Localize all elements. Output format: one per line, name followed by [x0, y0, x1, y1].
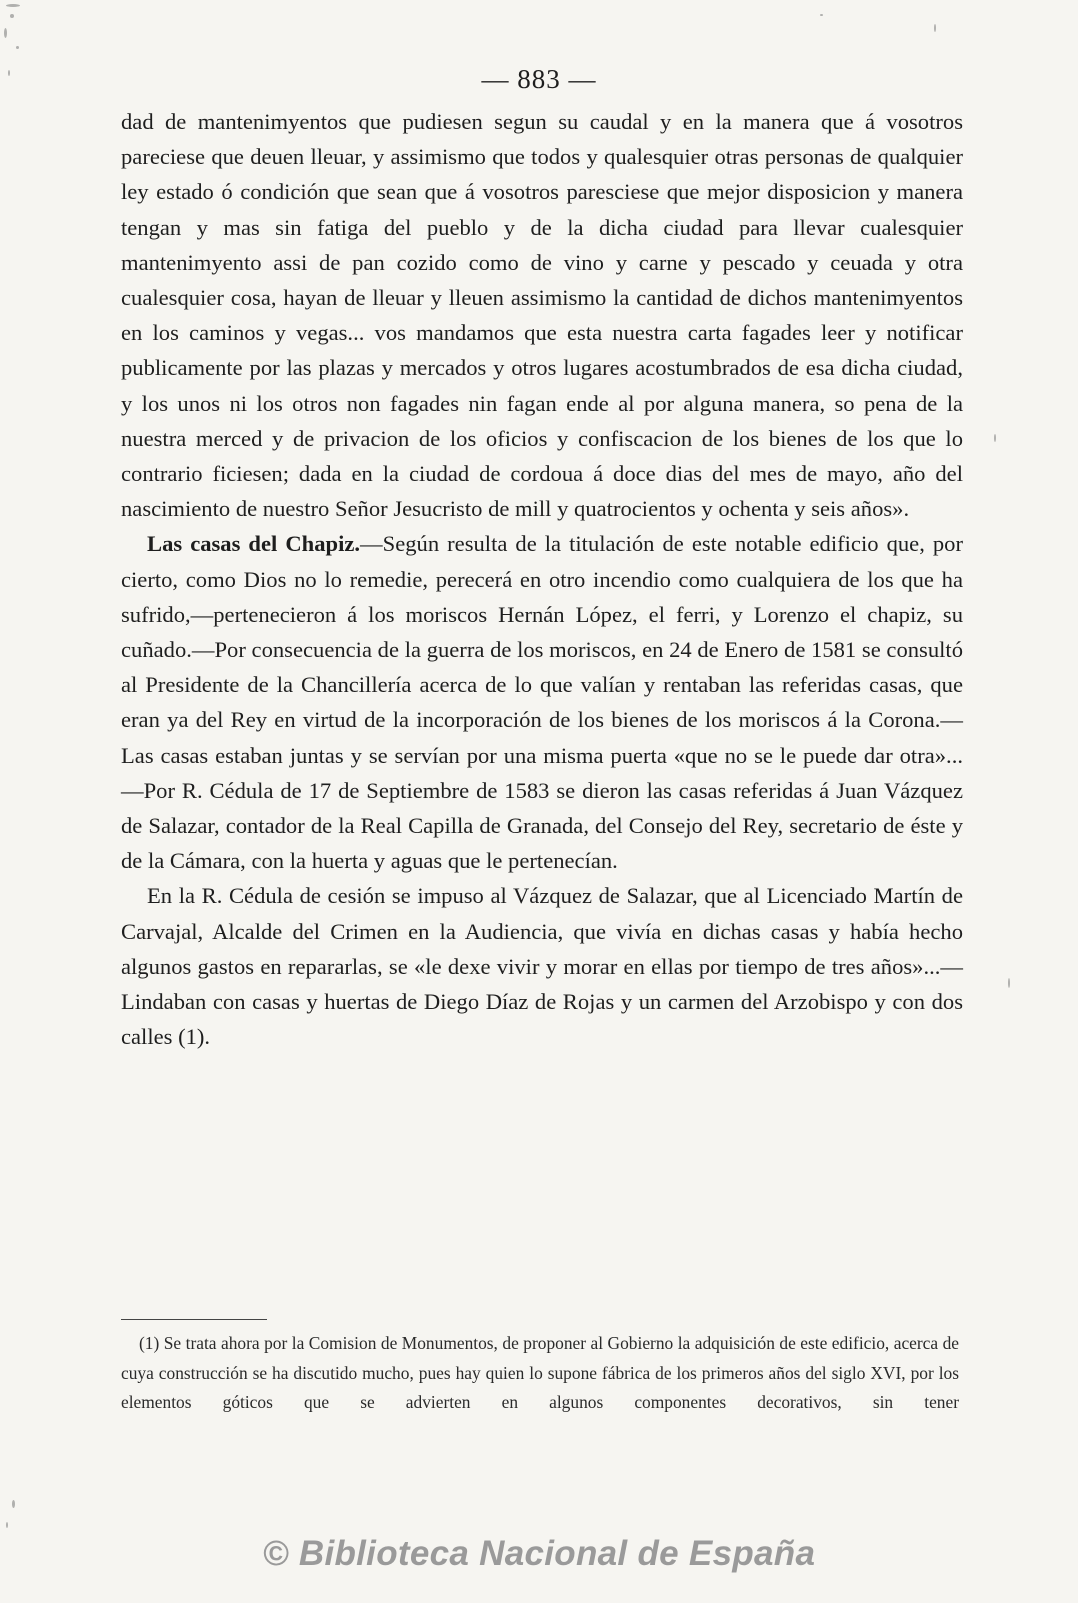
footnote-divider: [121, 1319, 267, 1320]
paragraph: [121, 878, 963, 1054]
section-heading: Las casas del Chapiz.: [147, 531, 361, 557]
library-watermark: © Biblioteca Nacional de España: [262, 1534, 816, 1573]
scan-blemish: [6, 4, 20, 7]
scan-blemish: [994, 434, 996, 442]
paragraph: [121, 104, 963, 526]
paragraph-text: —Según resulta de la titulación de este notable edificio que, por cierto, como Dios no lo remedie, perecerá en otro incendio como cualquiera de los que ha sufrido,—pertenecieron á los moriscos Hernán López, el ferri, y Lorenzo el chapiz, su cuñado.—Por consecuencia de la guerra de los moriscos, en 24 de Enero de 1581 se consultó al Presidente de la Chancillería acerca de lo que valían y rentaban las referidas casas, que eran ya del Rey en virtud de la incorporación de los bienes de los moriscos á la Corona.—Las casas estaban juntas y se servían por una misma puerta «que no se le puede dar otra»...—Por R. Cédula de 17 de Septiembre de 1583 se dieron las casas referidas á Juan Vázquez de Salazar, contador de la Real Capilla de Granada, del Consejo del Rey, secretario de éste y de la Cámara, con la huerta y aguas que le pertenecían.: [121, 531, 963, 874]
footnote: (1) Se trata ahora por la Comision de Monumentos, de proponer al Gobierno la adquisición de este edificio, acerca de cuya construcción se ha discutido mucho, pues hay quien lo supone fábrica de los primeros años del siglo XVI, por los elementos góticos que se advierten en algunos componentes decorativos, sin tener: [121, 1333, 959, 1412]
scan-blemish: [934, 24, 936, 32]
scan-blemish: [1008, 978, 1010, 988]
page-number: — 883 —: [481, 64, 597, 94]
scan-blemish: [12, 1500, 15, 1508]
scan-blemish: [4, 28, 7, 38]
paragraph: [121, 526, 963, 878]
scan-blemish: [10, 14, 14, 18]
paragraph-text: dad de mantenimyentos que pudiesen segun su caudal y en la manera que á vosotros pareciese que deuen lleuar, y assimismo que todos y qualesquier otras personas de qualquier ley estado ó condición que sean que á vosotros paresciese que mejor disposicion y manera tengan y mas sin fatiga del pueblo y de la dicha ciudad para llevar cualesquier mantenimyento assi de pan cozido como de vino y carne y pescado y ceuada y otra cualesquier cosa, hayan de lleuar y lleuen assimismo la cantidad de dichos mantenimyentos en los caminos y vegas... vos mandamos que esta nuestra carta fagades leer y notificar publicamente por las plazas y mercados y otros lugares acostumbrados de esa dicha ciudad, y los unos ni los otros non fagades nin fagan ende al por alguna manera, so pena de la nuestra merced y de privacion de los oficios y confiscacion de los bienes de los que lo contrario ficiesen; dada en la ciudad de cordoua á doce dias del mes de mayo, año del nascimiento de nuestro Señor Jesucristo de mill y quatrocientos y ochenta y seis años».: [121, 109, 963, 522]
scan-blemish: [820, 14, 823, 16]
body-text: [121, 104, 963, 1054]
paragraph-text: En la R. Cédula de cesión se impuso al Vázquez de Salazar, que al Licenciado Martín de Carvajal, Alcalde del Crimen en la Audiencia, que vivía en dichas casas y había hecho algunos gastos en repararlas, se «le dexe vivir y morar en ellas por tiempo de tres años»...—Lindaban con casas y huertas de Diego Díaz de Rojas y un carmen del Arzobispo y con dos calles (1).: [121, 883, 963, 1050]
scan-blemish: [6, 1522, 8, 1528]
scan-blemish: [16, 46, 19, 49]
